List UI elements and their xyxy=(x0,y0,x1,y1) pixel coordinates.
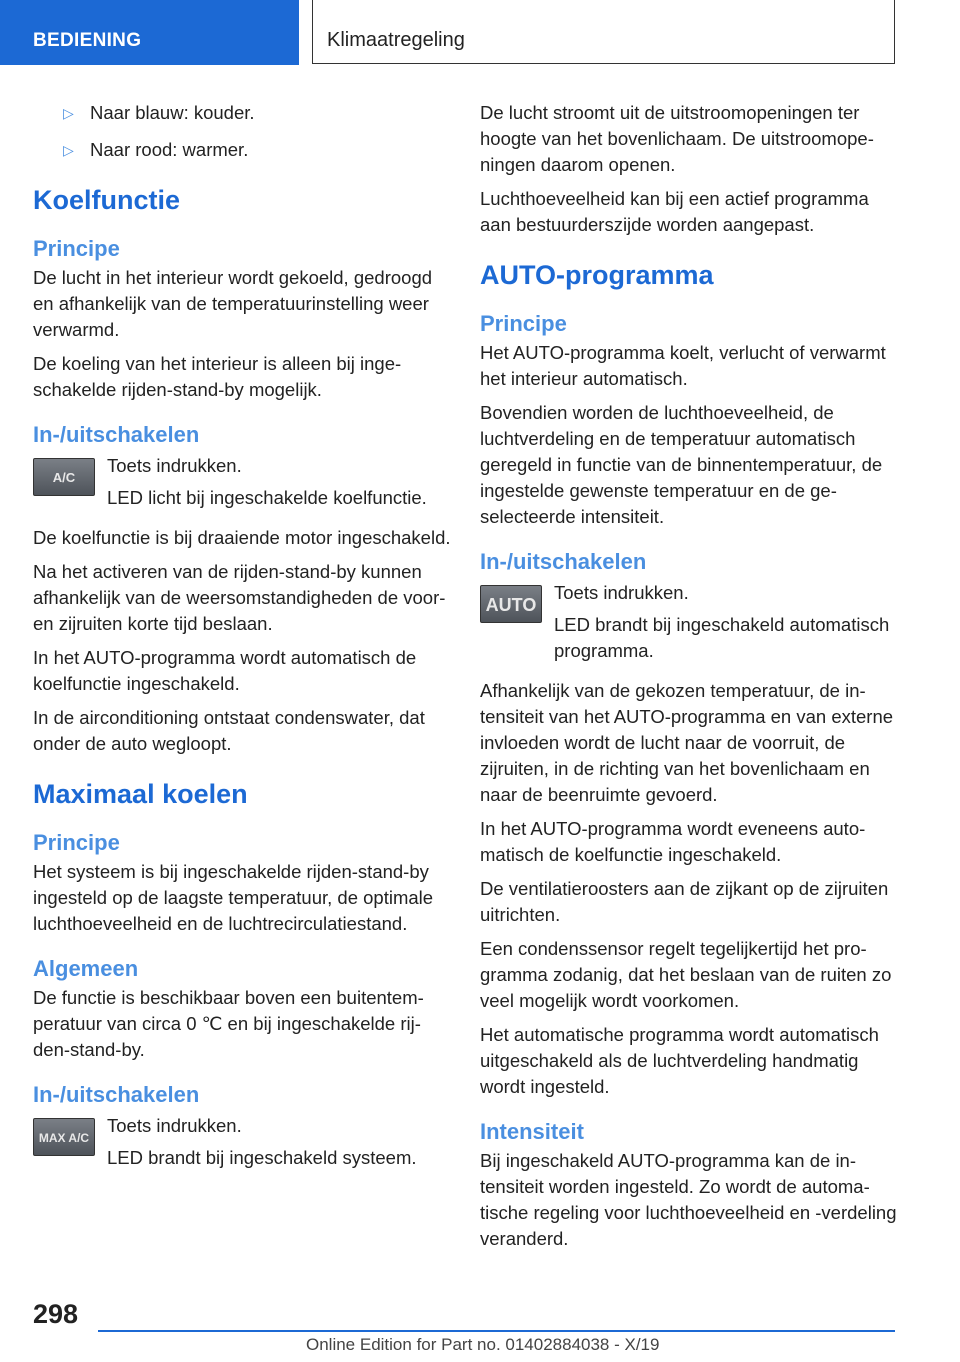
button-instruction xyxy=(33,453,451,517)
button-instruction xyxy=(33,1113,451,1177)
section-tab xyxy=(0,0,299,65)
right-column xyxy=(480,100,900,1260)
paragraph: In de airconditioning ontstaat condenswater, dat onder de auto wegloopt. xyxy=(33,707,425,754)
paragraph: LED licht bij ingeschakelde koelfunctie. xyxy=(107,487,427,508)
heading-auto-programma: AUTO-programma xyxy=(480,260,714,290)
subheading-principe: Principe xyxy=(33,830,120,855)
footer-divider xyxy=(98,1330,895,1332)
paragraph: Het automatische programma wordt automatisch uitgeschakeld als de luchtverdeling handmatig wordt ingesteld. xyxy=(480,1024,879,1097)
paragraph: De lucht in het interieur wordt gekoeld, gedroogd en afhankelijk van de temperatuurinstelling weer verwarmd. xyxy=(33,267,433,340)
paragraph: Het AUTO-programma koelt, verlucht of verwarmt het interieur automatisch. xyxy=(480,342,886,389)
subheading-principe: Principe xyxy=(33,236,120,261)
triangle-bullet-icon: ▷ xyxy=(63,142,74,158)
auto-button-icon: AUTO xyxy=(480,585,542,623)
chapter-title: Klimaatregeling xyxy=(327,29,465,51)
subheading-in-uitschakelen: In-/uitschakelen xyxy=(33,422,200,447)
paragraph: Afhankelijk van de gekozen temperatuur, de intensiteit van het AUTO-programma en van externe invloeden wordt de lucht naar de voorruit, de zijruiten, in de richting van het bovenlichaam en naar de beenruimte gevoerd. xyxy=(480,680,894,805)
max-ac-button-icon: MAX A/C xyxy=(33,1118,95,1156)
paragraph: In het AUTO-programma wordt eveneens automatisch de koelfunctie ingeschakeld. xyxy=(480,818,866,865)
footer-edition-text: Online Edition for Part no. 01402884038 - X/19 xyxy=(306,1335,660,1354)
paragraph: De functie is beschikbaar boven een buitentemperatuur van circa 0 ℃ en bij ingeschakelde rijden-stand-by. xyxy=(33,987,424,1060)
page-number: 298 xyxy=(33,1299,79,1329)
subheading-in-uitschakelen: In-/uitschakelen xyxy=(480,549,647,574)
triangle-bullet-icon: ▷ xyxy=(63,105,74,121)
ac-button-icon: A/C xyxy=(33,458,95,496)
paragraph: Luchthoeveelheid kan bij een actief programma aan bestuurderszijde worden aangepast. xyxy=(480,188,869,235)
paragraph: LED brandt bij ingeschakeld automatisch programma. xyxy=(554,614,890,661)
subheading-principe: Principe xyxy=(480,311,567,336)
subheading-intensiteit: Intensiteit xyxy=(480,1119,584,1144)
list-item: ▷ Naar blauw: kouder. xyxy=(33,100,451,126)
chapter-header xyxy=(312,0,895,64)
paragraph: Toets indrukken. xyxy=(107,455,242,476)
paragraph: Toets indrukken. xyxy=(107,1115,242,1136)
section-label: BEDIENING xyxy=(33,30,142,51)
subheading-in-uitschakelen: In-/uitschakelen xyxy=(33,1082,200,1107)
paragraph: De koelfunctie is bij draaiende motor ingeschakeld. xyxy=(33,527,451,548)
paragraph: Toets indrukken. xyxy=(554,582,689,603)
paragraph: Bovendien worden de luchthoeveelheid, de luchtverdeling en de temperatuur automatisch geregeld in functie van de binnentemperatuur, de ingestelde gewenste temperatuur en de geselecteerde intensiteit. xyxy=(480,402,883,527)
subheading-algemeen: Algemeen xyxy=(33,956,139,981)
paragraph: In het AUTO-programma wordt automatisch de koelfunctie ingeschakeld. xyxy=(33,647,417,694)
paragraph: Bij ingeschakeld AUTO-programma kan de intensiteit worden ingesteld. Zo wordt de automatische regeling voor luchthoeveelheid en -verdeling veranderd. xyxy=(480,1150,897,1249)
paragraph: De koeling van het interieur is alleen bij ingeschakelde rijden-stand-by mogelijk. xyxy=(33,353,402,400)
paragraph: Het systeem is bij ingeschakelde rijden-stand-by ingesteld op de laagste temperatuur, de optimale luchthoeveelheid en de luchtrecirculatiestand. xyxy=(33,861,434,934)
paragraph: De ventilatieroosters aan de zijkant op de zijruiten uitrichten. xyxy=(480,878,889,925)
paragraph: Na het activeren van de rijden-stand-by kunnen afhankelijk van de weersomstandigheden de voor- en zijruiten korte tijd beslaan. xyxy=(33,561,446,634)
heading-maximaal-koelen: Maximaal koelen xyxy=(33,779,248,809)
paragraph: De lucht stroomt uit de uitstroomopeningen ter hoogte van het bovenlichaam. De uitstroomopeningen daarom openen. xyxy=(480,102,874,175)
left-column xyxy=(33,100,451,1185)
heading-koelfunctie: Koelfunctie xyxy=(33,185,181,215)
button-instruction xyxy=(480,580,900,670)
paragraph: Een condenssensor regelt tegelijkertijd het programma zodanig, dat het beslaan van de ruiten zo veel mogelijk wordt voorkomen. xyxy=(480,938,892,1011)
paragraph: LED brandt bij ingeschakeld systeem. xyxy=(107,1147,417,1168)
list-item: ▷ Naar rood: warmer. xyxy=(33,137,451,163)
